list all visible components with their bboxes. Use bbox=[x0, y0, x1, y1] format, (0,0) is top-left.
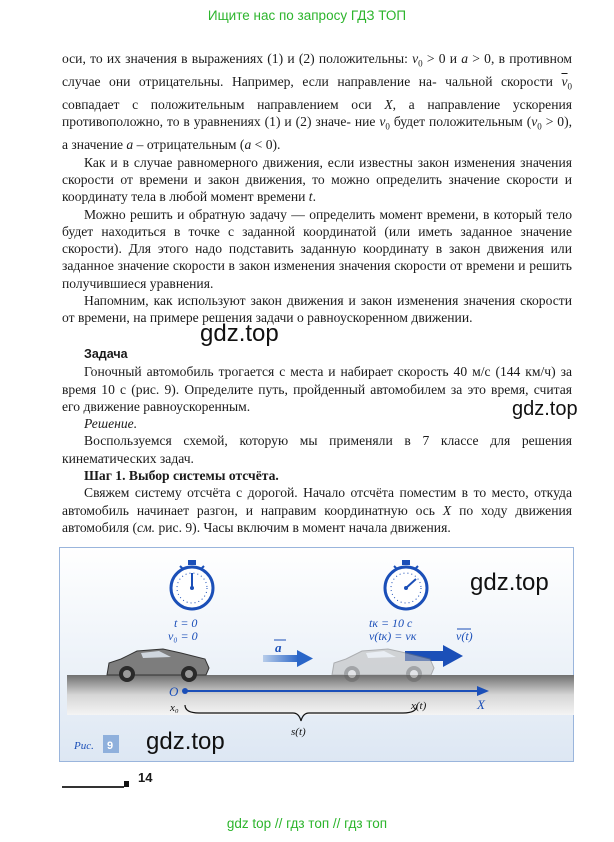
t0-label: t = 0 bbox=[174, 616, 198, 630]
origin-label: O bbox=[169, 684, 179, 699]
watermark: gdz.top bbox=[512, 398, 578, 420]
accel-label: a bbox=[275, 640, 282, 655]
task-text: Гоночный автомобиль трогается с места и набирает скорость 40 м/с (144 км/ч) за время 10 с (рис. 9). Определите путь, пройденный автомобилем за это время, считая его движение равноускоренным. bbox=[62, 364, 572, 414]
page-rule bbox=[62, 786, 124, 788]
watermark: gdz.top bbox=[470, 569, 549, 596]
paragraph-2: Как и в случае равномерного движения, если известны закон изменения значения скорости от времени и закон движения, то можно определить значение скорости и координату тела в любой момент времени t. bbox=[62, 154, 572, 205]
caption-word: Рис. bbox=[74, 740, 94, 752]
step1-heading: Шаг 1. Выбор системы отсчёта. bbox=[84, 468, 279, 484]
tk-label: tк = 10 с bbox=[369, 616, 413, 630]
paragraph-1: оси, то их значения в выражениях (1) и (2) положительны: $v_0 > 0$ и a > 0, в противном случае они отрицательны. Например, если направление на- чальной скорости $\overline{v}_0$ совпадает с положительным направлением оси X, а направление ускорения противоположно, то в уравнениях (1) и (2) значе- ние $v_0$ будет положительным $(v_0 > 0)$, а значение a – отрицательным (a < 0). bbox=[62, 51, 573, 153]
solution-text: Воспользуемся схемой, которую мы применяли в 7 классе для решения кинематических задач. bbox=[62, 433, 572, 466]
axis-label: X bbox=[477, 697, 485, 712]
x0-label: x₀ bbox=[170, 702, 179, 714]
main-text bbox=[62, 50, 572, 327]
v0-label: v₀ = 0 bbox=[168, 629, 198, 643]
paragraph-4: Напомним, как используют закон движения и закон изменения значения скорости от времени, на примере решения задачи о равноускоренном движении. bbox=[62, 293, 572, 326]
page-marker bbox=[124, 781, 129, 787]
caption-number: 9 bbox=[107, 740, 114, 752]
watermark: gdz.top bbox=[146, 728, 225, 755]
top-banner[interactable]: Ищите нас по запросу ГДЗ ТОП bbox=[207, 8, 407, 23]
bottom-banner[interactable]: gdz top // гдз топ // гдз топ bbox=[226, 816, 388, 831]
solution-label: Решение. bbox=[84, 416, 138, 432]
paragraph-3: Можно решить и обратную задачу — определить момент времени, в который тело будет находиться в точке с заданной координатой (или иметь заданное значение скорости). Для этого надо подставить заданную координату в закон движения или заданное значение скорости в закон изменения значения скорости от времени и решить получившиеся уравнения. bbox=[62, 206, 572, 291]
vk-label: v(tк) = vк bbox=[369, 629, 417, 643]
road bbox=[67, 675, 574, 715]
step1-text: Свяжем систему отсчёта с дорогой. Начало отсчёта поместим в то место, откуда автомобиль начинает разгон, и направим координатную ось X по ходу движения автомобиля (см. рис. 9). Часы включим в момент начала движения. bbox=[62, 485, 572, 535]
task-block bbox=[62, 346, 572, 536]
watermark: gdz.top bbox=[200, 320, 279, 347]
task-heading: Задача bbox=[84, 347, 128, 361]
distance-label: s(t) bbox=[291, 726, 306, 738]
page-number: 14 bbox=[138, 770, 153, 785]
velocity-label: v(t) bbox=[456, 629, 473, 643]
xt-label: x(t) bbox=[411, 700, 427, 712]
